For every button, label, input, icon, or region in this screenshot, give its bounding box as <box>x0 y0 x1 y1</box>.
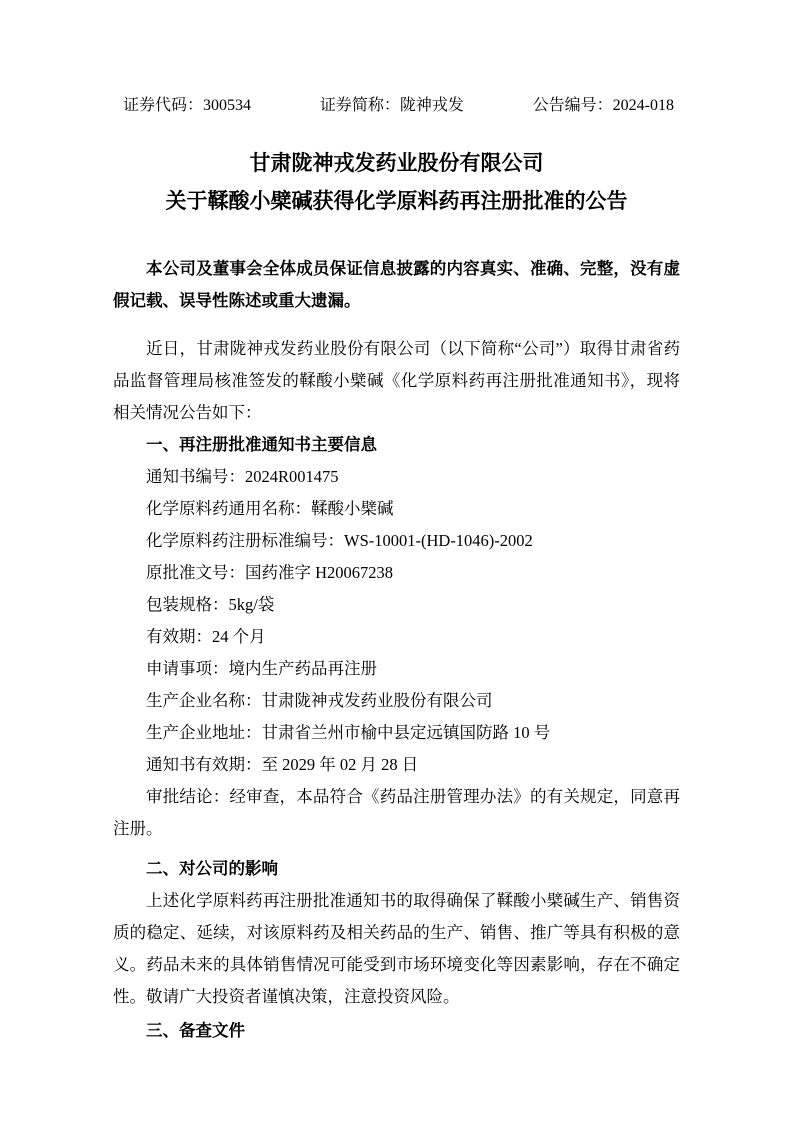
notice-item-application-matter: 申请事项：境内生产药品再注册 <box>146 659 377 678</box>
intro-paragraph: 近日，甘肃陇神戎发药业股份有限公司（以下简称“公司”）取得甘肃省药品监督管理局核准签发的鞣酸小檗碱《化学原料药再注册批准通知书》，现将相关情况公告如下： <box>113 339 680 422</box>
notice-item-manufacturer-name: 生产企业名称：甘肃陇神戎发药业股份有限公司 <box>146 691 493 710</box>
notice-item-notice-number: 通知书编号：2024R001475 <box>146 467 339 486</box>
disclaimer-paragraph: 本公司及董事会全体成员保证信息披露的内容真实、准确、完整，没有虚假记载、误导性陈述或重大遗漏。 <box>113 259 680 310</box>
notice-item-manufacturer-address: 生产企业地址：甘肃省兰州市榆中县定远镇国防路 10 号 <box>146 723 551 742</box>
announcement-number: 公告编号：2024-018 <box>532 97 674 114</box>
approval-conclusion-paragraph: 审批结论：经审查，本品符合《药品注册管理办法》的有关规定，同意再注册。 <box>113 787 680 838</box>
document-header <box>113 96 680 116</box>
notice-item-registration-standard-number: 化学原料药注册标准编号：WS-10001-(HD-1046)-2002 <box>146 531 533 550</box>
stock-code: 证券代码：300534 <box>123 97 252 114</box>
section1-heading: 一、再注册批准通知书主要信息 <box>146 435 377 454</box>
notice-item-notice-validity: 通知书有效期：至 2029 年 02 月 28 日 <box>146 755 419 774</box>
stock-short-name: 证券简称：陇神戎发 <box>319 97 464 114</box>
notice-item-validity-period: 有效期：24 个月 <box>146 627 266 646</box>
section2-heading: 二、对公司的影响 <box>146 859 278 878</box>
notice-item-original-approval-number: 原批准文号：国药准字 H20067238 <box>146 563 394 582</box>
section3-heading: 三、备查文件 <box>146 1021 245 1040</box>
notice-item-generic-name: 化学原料药通用名称：鞣酸小檗碱 <box>146 499 394 518</box>
section2-paragraph: 上述化学原料药再注册批准通知书的取得确保了鞣酸小檗碱生产、销售资质的稳定、延续，对该原料药及相关药品的生产、销售、推广等具有积极的意义。药品未来的具体销售情况可能受到市场环境变化等因素影响，存在不确定性。敬请广大投资者谨慎决策，注意投资风险。 <box>113 891 680 1006</box>
notice-item-package-spec: 包装规格：5kg/袋 <box>146 595 275 614</box>
announcement-title: 关于鞣酸小檗碱获得化学原料药再注册批准的公告 <box>165 189 628 213</box>
company-title: 甘肃陇神戎发药业股份有限公司 <box>249 151 544 175</box>
